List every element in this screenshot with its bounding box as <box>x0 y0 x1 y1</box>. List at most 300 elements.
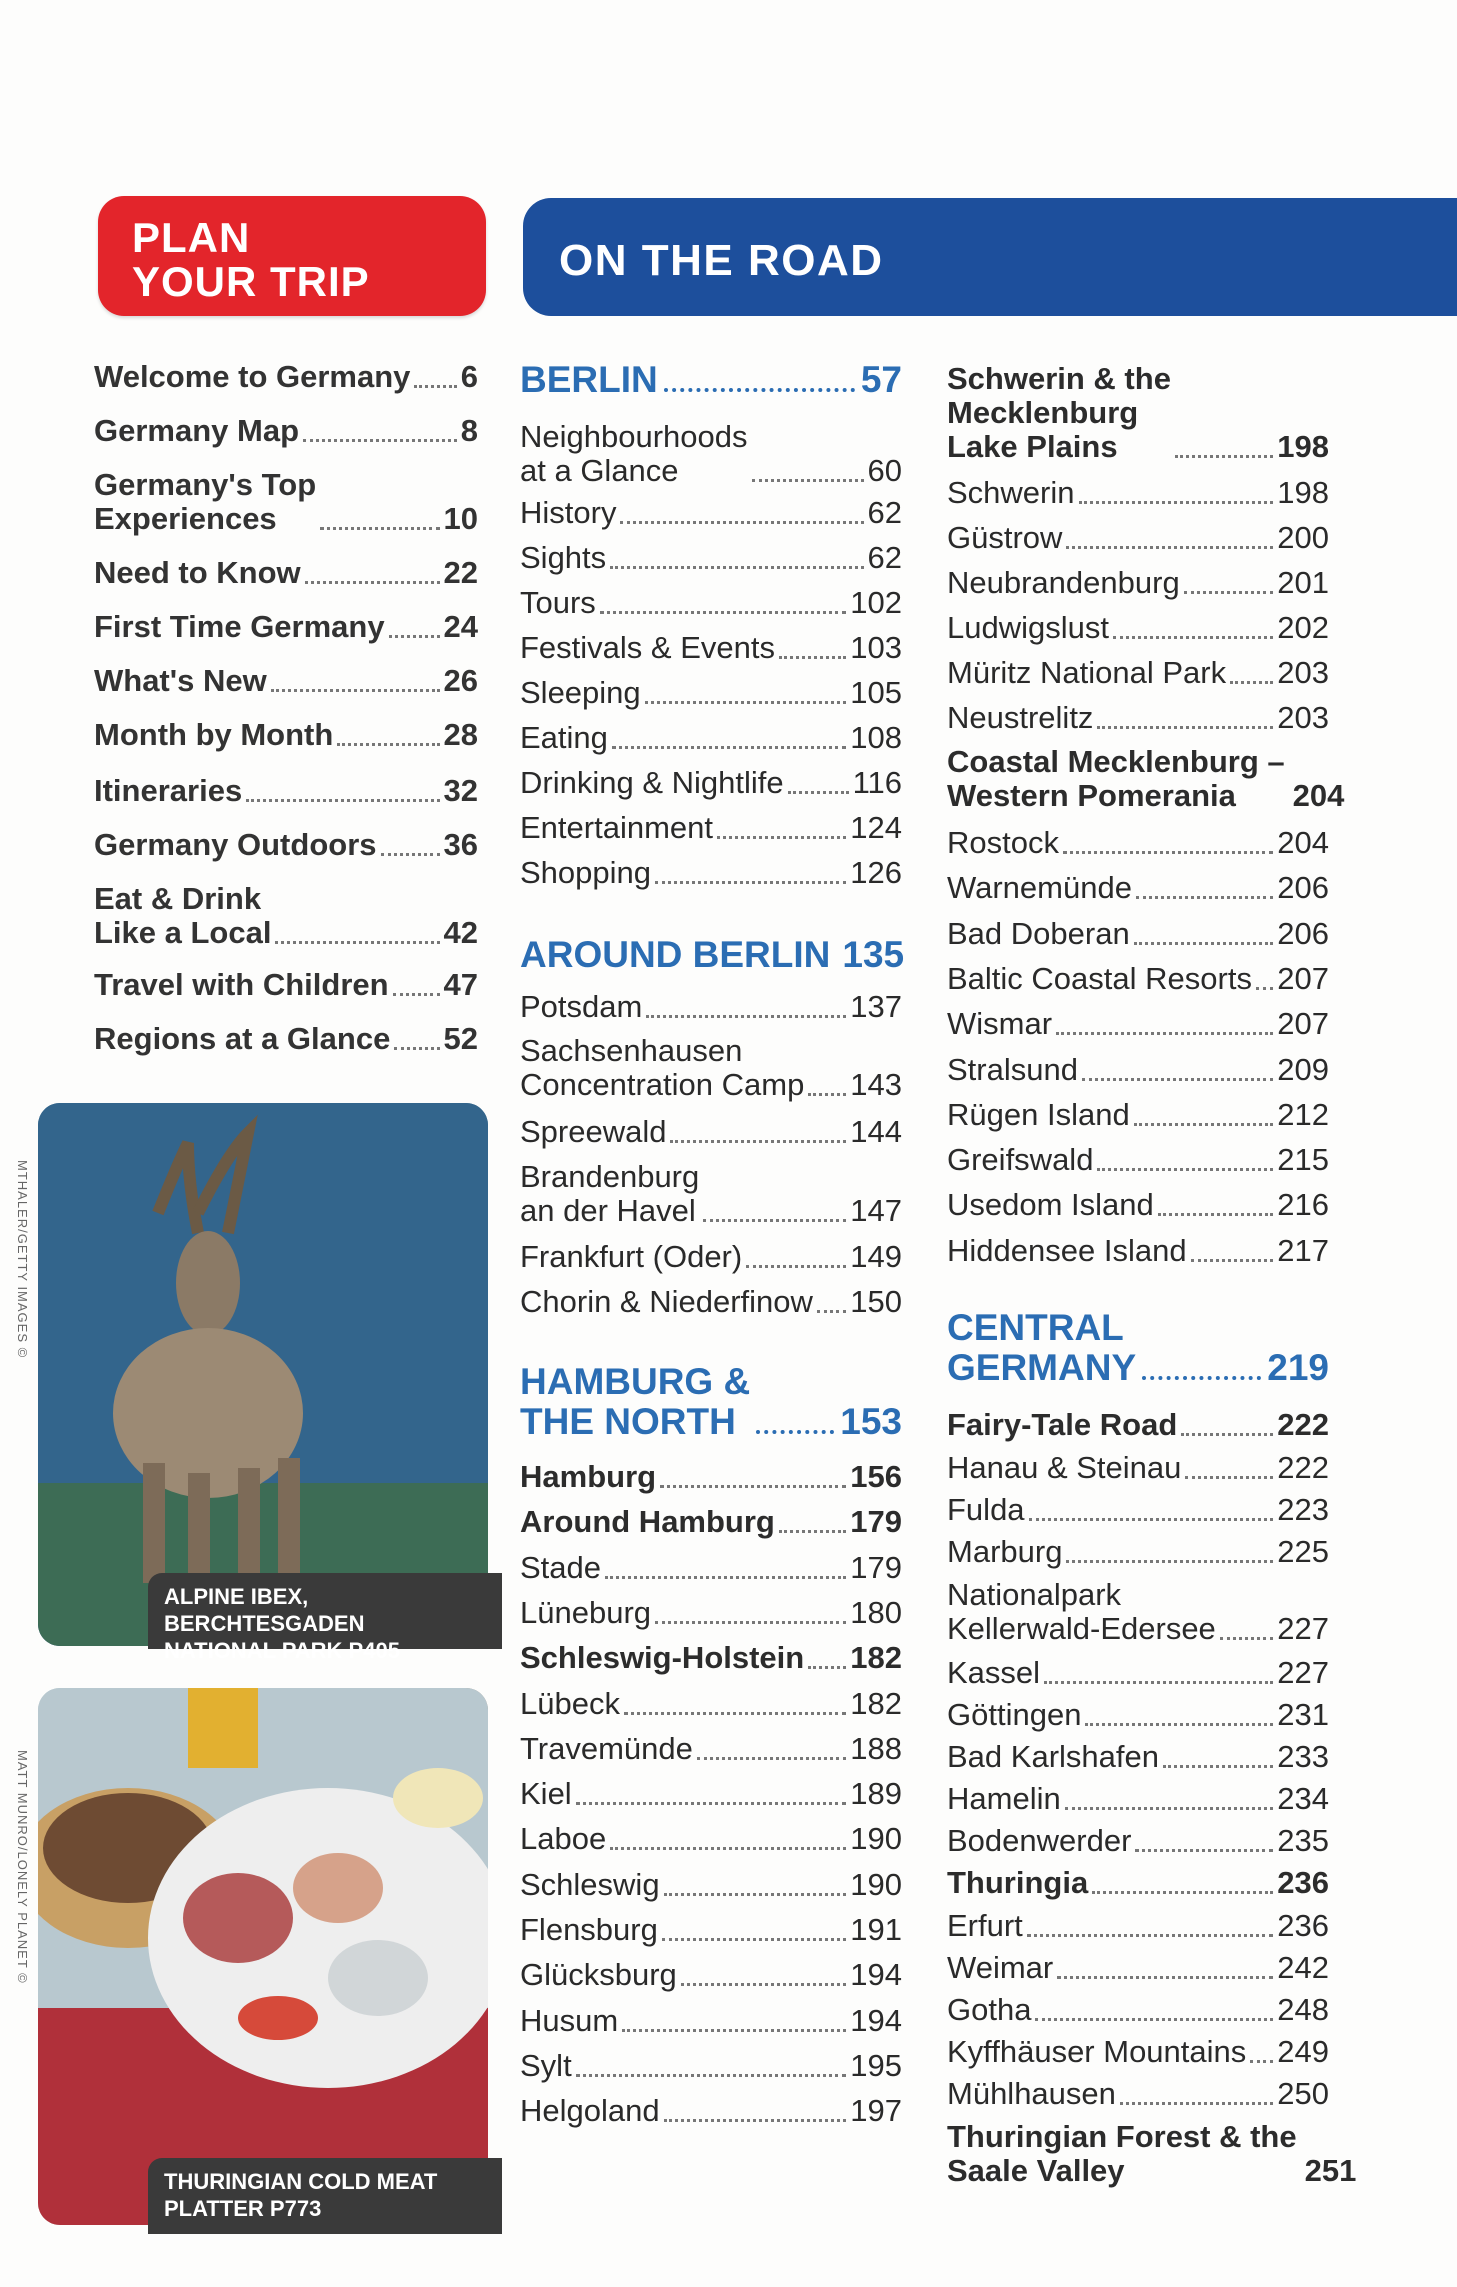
toc-entry-label: Kyffhäuser Mountains <box>947 2034 1247 2069</box>
toc-entry-page: 242 <box>1277 1950 1329 1985</box>
toc-leader-dots <box>610 556 863 569</box>
toc-entry-page: 156 <box>850 1459 902 1494</box>
toc-leader-dots <box>1163 1755 1273 1768</box>
toc-entry-label: Gotha <box>947 1992 1032 2027</box>
plan-entry <box>94 556 478 590</box>
toc-entry-page: 103 <box>850 630 902 665</box>
toc-entry-label: Kiel <box>520 1776 572 1812</box>
toc-entry-label: Itineraries <box>94 773 243 808</box>
toc-entry-label: Sights <box>520 540 607 575</box>
toc-entry <box>520 990 902 1024</box>
toc-entry-label: Neighbourhoods at a Glance <box>520 419 748 488</box>
toc-entry <box>520 2094 902 2128</box>
toc-entry <box>947 1098 1329 1132</box>
toc-entry <box>947 871 1329 905</box>
toc-entry <box>947 1188 1329 1222</box>
toc-entry <box>520 1460 902 1494</box>
toc-leader-dots <box>337 733 439 746</box>
section-around-berlin-label: AROUND BERLIN <box>520 934 831 975</box>
toc-entry-page: 198 <box>1277 475 1329 510</box>
toc-entry-label: Müritz National Park <box>947 655 1227 690</box>
toc-entry-label: Güstrow <box>947 520 1063 555</box>
section-berlin <box>520 360 902 400</box>
toc-entry <box>947 962 1329 996</box>
toc-entry-label: Festivals & Events <box>520 630 775 665</box>
plan-your-trip-title <box>132 216 370 304</box>
toc-leader-dots <box>1191 1249 1274 1262</box>
toc-entry-page: 150 <box>850 1284 902 1319</box>
toc-entry-page: 36 <box>443 827 478 862</box>
toc-entry-label: Frankfurt (Oder) <box>520 1239 743 1274</box>
toc-entry-page: 225 <box>1277 1534 1329 1569</box>
toc-entry <box>520 856 902 890</box>
toc-entry <box>520 1285 902 1319</box>
toc-entry-label: Month by Month <box>94 717 334 752</box>
toc-entry-page: 190 <box>850 1866 902 1902</box>
alpine-ibex-photo <box>38 1103 488 1646</box>
plan-entry <box>94 828 478 862</box>
toc-leader-dots <box>612 736 846 749</box>
toc-leader-dots <box>697 1747 846 1760</box>
toc-entry-page: 206 <box>1277 870 1329 906</box>
toc-leader-dots <box>576 1792 847 1805</box>
toc-entry-label: Shopping <box>520 855 652 890</box>
toc-entry-page: 194 <box>850 2002 902 2038</box>
toc-entry-page: 207 <box>1277 960 1329 996</box>
toc-entry-page: 195 <box>850 2047 902 2083</box>
toc-entry-label: Bad Doberan <box>947 915 1130 951</box>
toc-leader-dots <box>660 1475 846 1488</box>
toc-entry-label: Thuringia <box>947 1865 1089 1900</box>
toc-entry-page: 116 <box>852 765 902 800</box>
toc-entry-page: 236 <box>1277 1908 1329 1943</box>
toc-leader-dots <box>817 1300 846 1313</box>
toc-leader-dots <box>1079 491 1274 504</box>
plan-title-line1: PLAN <box>132 214 251 261</box>
toc-entry-page: 233 <box>1277 1739 1329 1774</box>
toc-entry-page: 182 <box>850 1640 902 1676</box>
toc-entry-label: Stralsund <box>947 1051 1078 1087</box>
toc-leader-dots <box>1044 1671 1273 1684</box>
toc-entry <box>947 1993 1329 2027</box>
toc-leader-dots <box>646 1005 846 1018</box>
plan-entry <box>94 718 478 752</box>
toc-leader-dots <box>1158 1203 1273 1216</box>
toc-leader-dots <box>624 1702 846 1715</box>
toc-entry <box>520 1913 902 1947</box>
toc-entry-label: Thuringian Forest & the Saale Valley <box>947 2119 1297 2188</box>
subsection-schwerin <box>947 362 1329 464</box>
toc-entry-label: Greifswald <box>947 1142 1094 1178</box>
section-hamburg-north-page: 153 <box>840 1401 902 1442</box>
toc-entry-page: 250 <box>1277 2076 1329 2111</box>
toc-entry <box>520 1687 902 1721</box>
toc-entry-label: Hanau & Steinau <box>947 1450 1182 1485</box>
toc-entry <box>947 1698 1329 1732</box>
toc-entry <box>947 1782 1329 1816</box>
toc-entry-page: 189 <box>850 1776 902 1812</box>
toc-leader-dots <box>788 781 849 794</box>
section-hamburg-north <box>520 1362 902 1442</box>
toc-leader-dots <box>610 1837 846 1850</box>
toc-entry <box>520 1641 902 1675</box>
toc-entry-page: 52 <box>443 1021 478 1056</box>
toc-entry-label: Husum <box>520 2002 619 2038</box>
toc-entry-label: Hiddensee Island <box>947 1232 1187 1268</box>
toc-entry-page: 32 <box>443 773 478 808</box>
toc-entry-page: 28 <box>443 717 478 752</box>
meat-platter-illustration <box>38 1688 488 2225</box>
toc-leader-dots <box>271 679 440 692</box>
section-hamburg-north-label: HAMBURG & THE NORTH <box>520 1361 751 1442</box>
toc-entry-page: 26 <box>443 663 478 698</box>
toc-leader-dots <box>1097 1158 1273 1171</box>
toc-leader-dots <box>1063 841 1273 854</box>
toc-leader-dots <box>808 1656 846 1669</box>
toc-leader-dots <box>320 517 439 530</box>
toc-leader-dots <box>1120 2092 1273 2105</box>
toc-leader-dots <box>703 1209 846 1222</box>
toc-entry-page: 191 <box>850 1912 902 1947</box>
toc-entry-page: 216 <box>1277 1187 1329 1223</box>
toc-entry <box>947 611 1329 645</box>
toc-entry <box>947 1535 1329 1569</box>
toc-entry-label: Sylt <box>520 2047 572 2083</box>
toc-entry-label: Eat & Drink Like a Local <box>94 881 272 950</box>
toc-leader-dots <box>1057 1966 1273 1979</box>
toc-leader-dots <box>1136 886 1273 899</box>
toc-entry-page: 47 <box>443 967 478 1002</box>
toc-leader-dots <box>1185 1466 1273 1479</box>
toc-entry-label: Spreewald <box>520 1114 667 1149</box>
toc-entry-label: Chorin & Niederfinow <box>520 1284 813 1319</box>
toc-leader-dots <box>1175 445 1273 458</box>
plan-entry <box>94 1022 478 1056</box>
toc-entry-page: 212 <box>1277 1096 1329 1132</box>
toc-entry <box>947 476 1329 510</box>
toc-entry-label: Glücksburg <box>520 1957 677 1993</box>
toc-entry <box>947 1408 1329 1442</box>
toc-leader-dots <box>394 1037 439 1050</box>
plan-entry <box>94 664 478 698</box>
toc-entry <box>520 1596 902 1630</box>
toc-entry-page: 215 <box>1277 1142 1329 1178</box>
toc-entry-label: Eating <box>520 720 608 755</box>
toc-entry-page: 62 <box>867 540 902 575</box>
toc-entry-page: 137 <box>850 989 902 1024</box>
section-around-berlin-page: 135 <box>842 934 905 975</box>
toc-entry-page: 42 <box>443 915 478 950</box>
toc-entry-label: Fairy-Tale Road <box>947 1407 1178 1442</box>
toc-entry-page: 108 <box>850 720 902 755</box>
toc-entry-label: Travemünde <box>520 1730 693 1766</box>
toc-entry <box>947 656 1329 690</box>
plan-title-line2: YOUR TRIP <box>132 258 370 305</box>
toc-entry-page: 194 <box>850 1957 902 1993</box>
toc-entry-label: Schleswig <box>520 1866 660 1902</box>
toc-leader-dots <box>662 1928 846 1941</box>
toc-leader-dots <box>1220 1627 1273 1640</box>
toc-entry <box>520 676 902 710</box>
toc-entry-page: 251 <box>1304 2153 1357 2188</box>
toc-leader-dots <box>664 1883 847 1896</box>
toc-leader-dots <box>1134 932 1274 945</box>
toc-entry-label: Warnemünde <box>947 870 1132 906</box>
toc-leader-dots <box>664 378 855 392</box>
toc-entry <box>947 1866 1329 1900</box>
toc-entry-label: Brandenburg an der Havel <box>520 1159 700 1228</box>
plan-entry <box>94 360 478 394</box>
toc-entry-page: 248 <box>1277 1992 1329 2027</box>
toc-entry-label: Travel with Children <box>94 967 389 1002</box>
toc-leader-dots <box>1082 1068 1273 1081</box>
plan-entry <box>94 610 478 644</box>
toc-entry <box>520 1958 902 1992</box>
toc-leader-dots <box>752 469 864 482</box>
toc-entry <box>947 1143 1329 1177</box>
toc-entry <box>947 2119 1357 2188</box>
plan-entry <box>94 882 478 950</box>
toc-entry-page: 206 <box>1277 915 1329 951</box>
toc-entry <box>520 766 902 800</box>
toc-entry <box>947 1740 1329 1774</box>
toc-entry-page: 200 <box>1277 520 1329 555</box>
toc-entry-page: 236 <box>1277 1865 1329 1900</box>
toc-entry-label: Ludwigslust <box>947 610 1109 645</box>
toc-entry-page: 149 <box>850 1239 902 1274</box>
toc-entry <box>520 1777 902 1811</box>
toc-entry-label: Schwerin <box>947 475 1075 510</box>
toc-entry <box>947 1578 1329 1646</box>
toc-entry <box>520 1240 902 1274</box>
cold-meat-platter-photo <box>38 1688 488 2225</box>
toc-leader-dots <box>622 2019 846 2032</box>
toc-entry <box>947 2077 1329 2111</box>
toc-entry <box>520 1034 902 1102</box>
toc-entry-label: Germany Outdoors <box>94 827 377 862</box>
toc-entry-page: 6 <box>460 359 478 394</box>
toc-leader-dots <box>1142 1366 1261 1380</box>
toc-entry <box>947 1451 1329 1485</box>
toc-leader-dots <box>1113 626 1273 639</box>
section-central-germany-page: 219 <box>1267 1347 1329 1388</box>
toc-leader-dots <box>1029 1508 1274 1521</box>
on-the-road-title: ON THE ROAD <box>559 236 884 285</box>
toc-leader-dots <box>717 826 846 839</box>
toc-entry <box>520 1505 902 1539</box>
toc-entry-page: 249 <box>1277 2034 1329 2069</box>
ibex-photo-credit: MTHALER/GETTY IMAGES © <box>15 1160 30 1359</box>
toc-entry <box>520 1822 902 1856</box>
toc-leader-dots <box>1035 2008 1273 2021</box>
toc-entry-label: Hamelin <box>947 1781 1061 1816</box>
toc-entry-page: 10 <box>443 501 478 536</box>
toc-leader-dots <box>1097 716 1273 729</box>
section-berlin-label: BERLIN <box>520 359 658 400</box>
toc-entry <box>947 1824 1329 1858</box>
toc-entry-page: 179 <box>850 1504 902 1540</box>
plan-entry <box>94 774 478 808</box>
toc-entry-label: Rostock <box>947 825 1059 860</box>
toc-entry-label: Bad Karlshafen <box>947 1739 1159 1774</box>
toc-entry-page: 143 <box>850 1067 902 1102</box>
toc-leader-dots <box>1056 1022 1273 1035</box>
toc-entry-label: Flensburg <box>520 1912 658 1947</box>
toc-entry <box>520 420 902 488</box>
plan-entry <box>94 968 478 1002</box>
meat-caption <box>148 2158 502 2234</box>
toc-entry <box>520 586 902 620</box>
toc-entry-page: 105 <box>850 675 902 710</box>
toc-entry <box>520 1551 902 1585</box>
toc-entry-label: Neustrelitz <box>947 700 1094 735</box>
toc-entry <box>947 521 1329 555</box>
plan-entry <box>94 414 478 448</box>
toc-entry-label: Nationalpark Kellerwald-Edersee <box>947 1577 1216 1646</box>
ibex-caption <box>148 1573 502 1663</box>
toc-leader-dots <box>1065 1797 1274 1810</box>
toc-entry <box>947 1234 1329 1268</box>
toc-entry-page: 204 <box>1292 778 1345 813</box>
toc-entry-label: Erfurt <box>947 1908 1023 1943</box>
toc-entry-label: Rügen Island <box>947 1096 1130 1132</box>
toc-leader-dots <box>414 375 456 388</box>
toc-entry-label: Wismar <box>947 1006 1053 1042</box>
toc-entry <box>520 541 902 575</box>
toc-entry-label: Göttingen <box>947 1697 1082 1732</box>
toc-entry <box>947 826 1329 860</box>
toc-entry-page: 222 <box>1277 1450 1329 1485</box>
toc-entry <box>520 1732 902 1766</box>
toc-entry-page: 179 <box>850 1549 902 1585</box>
toc-entry-label: Stade <box>520 1549 602 1585</box>
toc-leader-dots <box>655 1611 846 1624</box>
toc-entry-label: Regions at a Glance <box>94 1021 391 1056</box>
toc-entry-label: Coastal Mecklenburg – Western Pomerania <box>947 744 1285 813</box>
on-the-road-banner <box>523 198 1457 316</box>
toc-entry-page: 62 <box>867 495 902 530</box>
toc-leader-dots <box>389 625 440 638</box>
toc-entry-label: What's New <box>94 663 267 698</box>
toc-entry-label: Potsdam <box>520 989 643 1024</box>
toc-entry <box>520 631 902 665</box>
toc-entry-page: 197 <box>850 2093 902 2129</box>
toc-entry-label: Entertainment <box>520 810 713 845</box>
toc-entry-label: Baltic Coastal Resorts <box>947 960 1252 996</box>
section-central-germany-label: CENTRAL GERMANY <box>947 1307 1137 1388</box>
toc-entry-page: 202 <box>1277 610 1329 645</box>
toc-entry-label: Sachsenhausen Concentration Camp <box>520 1033 805 1102</box>
toc-leader-dots <box>1135 1839 1273 1852</box>
toc-leader-dots <box>779 1520 846 1533</box>
toc-entry-label: Weimar <box>947 1950 1054 1985</box>
ibex-caption-line2: NATIONAL PARK P405 <box>164 1638 400 1663</box>
toc-entry-page: 8 <box>460 413 478 448</box>
toc-entry-page: 198 <box>1277 429 1329 464</box>
toc-entry <box>520 496 902 530</box>
toc-entry-label: Germany's Top Experiences <box>94 467 317 536</box>
toc-entry <box>947 701 1329 735</box>
toc-entry <box>947 1951 1329 1985</box>
toc-entry-page: 188 <box>850 1730 902 1766</box>
toc-entry-page: 22 <box>443 555 478 590</box>
toc-entry-label: Helgoland <box>520 2093 660 2129</box>
toc-entry-label: Mühlhausen <box>947 2076 1116 2111</box>
plan-entry <box>94 468 478 536</box>
toc-entry-label: Fulda <box>947 1492 1025 1527</box>
toc-entry-label: Welcome to Germany <box>94 359 411 394</box>
toc-entry-page: 144 <box>850 1114 902 1149</box>
toc-leader-dots <box>681 1973 846 1986</box>
toc-entry-page: 234 <box>1277 1781 1329 1816</box>
toc-entry-page: 126 <box>850 855 902 890</box>
toc-leader-dots <box>303 429 457 442</box>
toc-entry-label: Around Hamburg <box>520 1504 775 1540</box>
toc-entry-label: Hamburg <box>520 1459 657 1494</box>
toc-entry <box>947 2035 1329 2069</box>
toc-entry-page: 201 <box>1277 565 1329 600</box>
section-around-berlin <box>520 934 905 975</box>
toc-entry-label: Lübeck <box>520 1685 620 1721</box>
toc-leader-dots <box>645 691 847 704</box>
toc-entry <box>947 1007 1329 1041</box>
meat-caption-line1: THURINGIAN COLD MEAT <box>164 2169 438 2194</box>
toc-entry-page: 102 <box>850 585 902 620</box>
toc-entry-label: Neubrandenburg <box>947 565 1180 600</box>
toc-entry-label: Schleswig-Holstein <box>520 1640 805 1676</box>
toc-entry-label: Schwerin & the Mecklenburg Lake Plains <box>947 361 1171 464</box>
toc-entry-label: Tours <box>520 585 596 620</box>
toc-entry-label: Usedom Island <box>947 1187 1154 1223</box>
toc-entry-page: 217 <box>1277 1232 1329 1268</box>
toc-leader-dots <box>605 1566 846 1579</box>
toc-entry-label: Germany Map <box>94 413 300 448</box>
toc-entry-page: 227 <box>1277 1655 1329 1690</box>
toc-leader-dots <box>808 1083 846 1096</box>
toc-leader-dots <box>275 931 439 944</box>
toc-entry-label: Lüneburg <box>520 1594 652 1630</box>
toc-leader-dots <box>1184 581 1274 594</box>
ibex-illustration <box>38 1103 488 1646</box>
meat-caption-line2: PLATTER P773 <box>164 2196 322 2221</box>
toc-entry-label: Need to Know <box>94 555 301 590</box>
toc-leader-dots <box>600 601 846 614</box>
toc-entry-page: 124 <box>850 810 902 845</box>
section-central-germany <box>947 1308 1329 1388</box>
toc-entry-page: 182 <box>850 1685 902 1721</box>
toc-leader-dots <box>664 2109 847 2122</box>
toc-leader-dots <box>246 789 439 802</box>
toc-leader-dots <box>1027 1924 1273 1937</box>
toc-entry <box>947 1909 1329 1943</box>
toc-entry-label: Bodenwerder <box>947 1823 1132 1858</box>
toc-entry-page: 231 <box>1277 1697 1329 1732</box>
toc-entry-page: 180 <box>850 1594 902 1630</box>
toc-entry <box>947 917 1329 951</box>
meat-photo-credit: MATT MUNRO/LONELY PLANET © <box>15 1750 30 1984</box>
plan-your-trip-banner <box>98 196 486 316</box>
toc-leader-dots <box>1230 671 1273 684</box>
toc-leader-dots <box>779 646 846 659</box>
toc-leader-dots <box>620 511 863 524</box>
toc-entry-page: 209 <box>1277 1051 1329 1087</box>
section-berlin-page: 57 <box>860 359 902 400</box>
toc-leader-dots <box>1085 1713 1273 1726</box>
toc-entry-label: Drinking & Nightlife <box>520 765 784 800</box>
toc-entry <box>520 1160 902 1228</box>
subsection-coastal-mecklenburg <box>947 744 1345 813</box>
toc-leader-dots <box>1181 1423 1273 1436</box>
